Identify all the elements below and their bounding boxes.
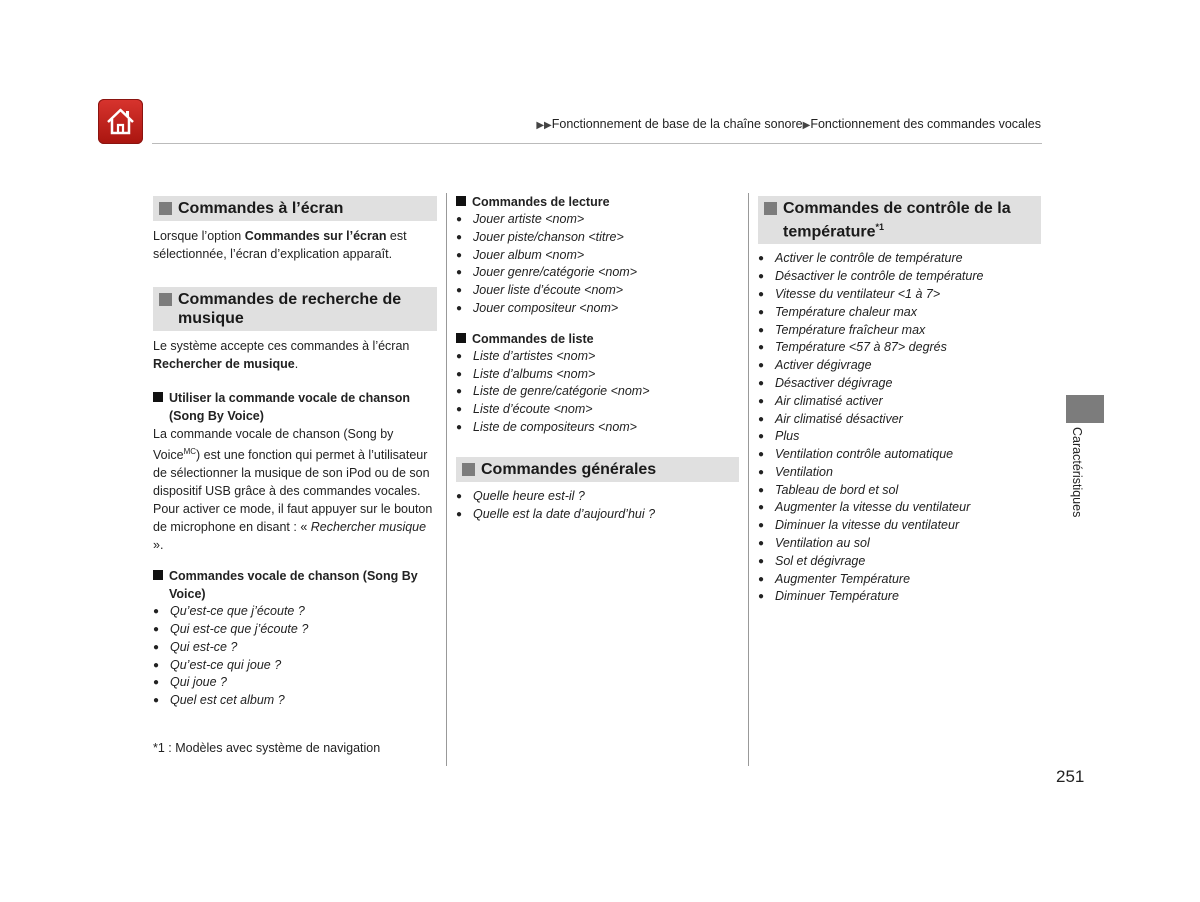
list-item: ● Augmenter Température [758,571,1041,589]
list-item: ● Ventilation au sol [758,535,1041,553]
list-item: ● Qui est-ce que j’écoute ? [153,621,437,639]
list-item: ● Désactiver le contrôle de température [758,268,1041,286]
home-icon[interactable] [98,99,143,144]
list-item: ● Ventilation contrôle automatique [758,446,1041,464]
bullet-list [456,348,739,437]
subsection-heading [153,389,437,425]
list-item: ● Désactiver dégivrage [758,375,1041,393]
subsection-heading [456,330,739,348]
list-item: ● Jouer artiste <nom> [456,211,739,229]
list-item: ● Jouer liste d’écoute <nom> [456,282,739,300]
bullet-list [456,488,739,524]
list-item: ● Liste de genre/catégorie <nom> [456,383,739,401]
column-left [153,196,437,710]
list-item: ● Sol et dégivrage [758,553,1041,571]
heading-text: Commandes vocale de chanson (Song By Voice) [169,569,418,602]
gray-square-icon [462,463,475,476]
section-heading [456,457,739,482]
heading-text: Utiliser la commande vocale de chanson (Song By Voice) [169,391,411,423]
list-item: ● Quelle est la date d’aujourd’hui ? [456,506,739,524]
footnote: *1 : Modèles avec système de navigation [153,741,381,755]
heading-text: Commandes de contrôle de la température$^{*1}$ [783,200,1011,241]
paragraph: Le système accepte ces commandes à l’écran Rechercher de musique. [153,339,410,371]
list-item: ● Liste de compositeurs <nom> [456,419,739,437]
list-item: ● Qu’est-ce que j’écoute ? [153,603,437,621]
heading-text: Commandes générales [481,460,657,478]
list-item: ● Vitesse du ventilateur <1 à 7> [758,286,1041,304]
black-square-icon [456,333,466,343]
section-heading [153,196,437,221]
paragraph: Lorsque l’option Commandes sur l’écran est sélectionnée, l’écran d’explication apparaît. [153,229,407,261]
section-heading [758,196,1041,244]
list-item: ● Qui est-ce ? [153,639,437,657]
breadcrumb [536,117,1041,131]
page-number: 251 [1056,767,1085,786]
list-item: ● Quelle heure est-il ? [456,488,739,506]
bullet-list [153,603,437,710]
list-item: ● Diminuer la vitesse du ventilateur [758,517,1041,535]
column-divider-2 [748,193,749,766]
bullet-list [456,211,739,318]
column-divider-1 [446,193,447,766]
column-middle [456,193,739,523]
heading-text: Commandes de recherche de musique [178,291,402,327]
list-item: ● Liste d’écoute <nom> [456,401,739,419]
gray-square-icon [764,202,777,215]
heading-text: Commandes de liste [472,331,594,346]
list-item: ● Diminuer Température [758,588,1041,606]
list-item: ● Quel est cet album ? [153,692,437,710]
column-right [758,196,1041,606]
list-item: ● Liste d’artistes <nom> [456,348,739,366]
list-item: ● Activer dégivrage [758,357,1041,375]
list-item: ● Jouer album <nom> [456,247,739,265]
list-item: ● Jouer compositeur <nom> [456,300,739,318]
list-item: ● Plus [758,428,1041,446]
subsection-heading [153,567,437,603]
list-item: ● Tableau de bord et sol [758,482,1041,500]
gray-square-icon [159,293,172,306]
paragraph: La commande vocale de chanson (Song by Voice$^{MC}$) est une fonction qui permet à l’utilisateur de sélectionner la musique de son iPod ou de son dispositif USB grâce à des commandes vocales. Pour activer ce mode, il faut appuyer sur le bouton de microphone en disant : « Rechercher musique ». [153,427,433,553]
black-square-icon [456,196,466,206]
chapter-label[interactable]: Caractéristiques [1070,427,1084,518]
bullet-list [758,250,1041,606]
list-item: ● Qui joue ? [153,674,437,692]
house-icon [103,104,138,139]
list-item: ● Température <57 à 87> degrés [758,339,1041,357]
list-item: ● Air climatisé activer [758,393,1041,411]
section-heading [153,287,437,331]
list-item: ● Augmenter la vitesse du ventilateur [758,499,1041,517]
subsection-heading [456,193,739,211]
heading-text: Commandes de lecture [472,195,610,209]
list-item: ● Activer le contrôle de température [758,250,1041,268]
list-item: ● Ventilation [758,464,1041,482]
list-item: ● Température fraîcheur max [758,322,1041,340]
breadcrumb-link-2[interactable]: Fonctionnement des commandes vocales [810,117,1041,131]
list-item: ● Air climatisé désactiver [758,411,1041,429]
breadcrumb-link-1[interactable]: Fonctionnement de base de la chaîne sonore [551,117,803,131]
chapter-tab[interactable] [1066,395,1104,423]
list-item: ● Jouer genre/catégorie <nom> [456,264,739,282]
list-item: ● Liste d’albums <nom> [456,366,739,384]
arrow-icon: ▶ [802,120,811,131]
heading-text: Commandes à l’écran [178,200,344,217]
black-square-icon [153,570,163,580]
list-item: ● Qu’est-ce qui joue ? [153,657,437,675]
header-divider [152,143,1042,144]
double-arrow-icon: ▶▶ [536,120,552,131]
gray-square-icon [159,202,172,215]
list-item: ● Température chaleur max [758,304,1041,322]
list-item: ● Jouer piste/chanson <titre> [456,229,739,247]
black-square-icon [153,392,163,402]
